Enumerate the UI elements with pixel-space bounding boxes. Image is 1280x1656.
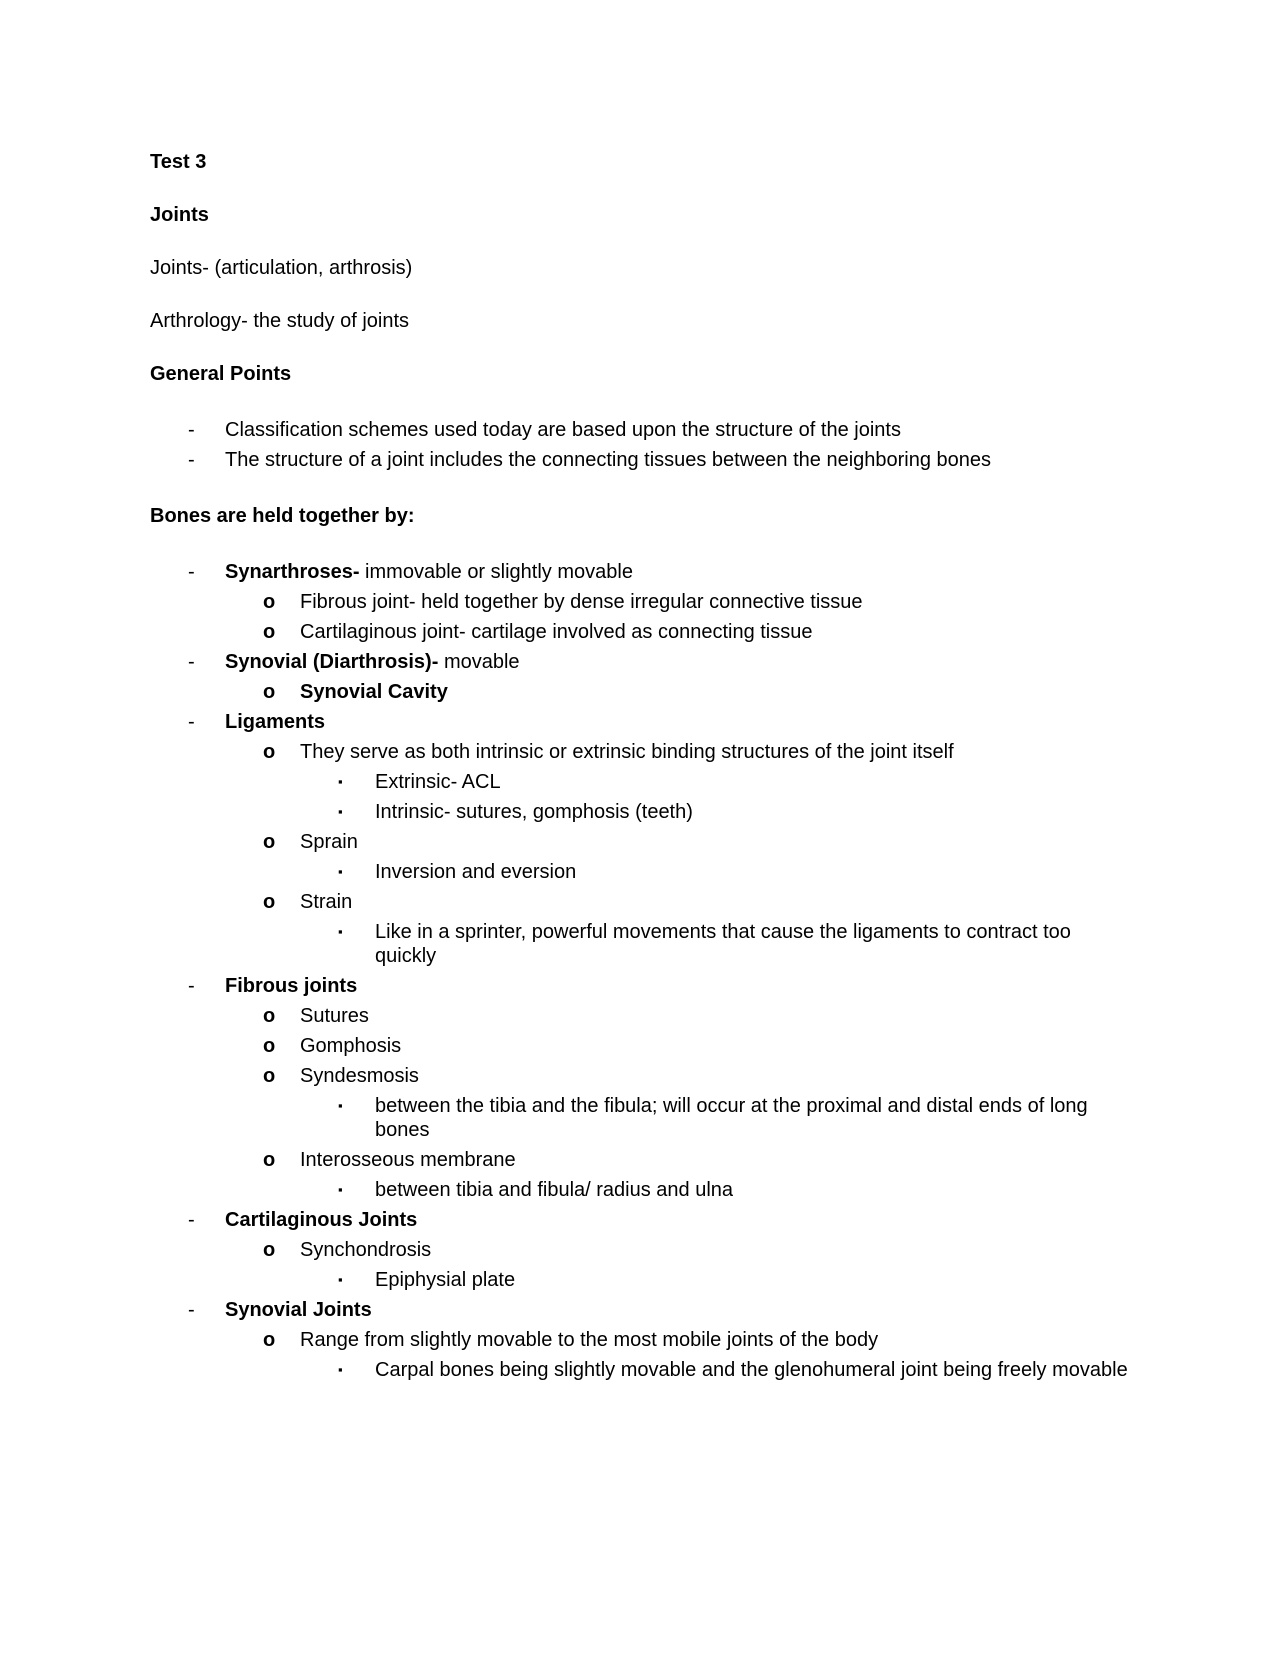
list-item-text: Intrinsic- sutures, gomphosis (teeth) [375, 801, 693, 823]
term-synovial-joints: Synovial Joints [225, 1299, 372, 1321]
list-item-text: Syndesmosis [300, 1065, 419, 1087]
list-item-text: Interosseous membrane [300, 1149, 516, 1171]
list-item-text: Sprain [300, 831, 358, 853]
dash-bullet: - [188, 1209, 195, 1231]
dash-bullet: - [188, 1299, 195, 1321]
list-item [150, 647, 1130, 677]
circle-bullet: o [263, 1005, 276, 1027]
list-item [150, 797, 1130, 827]
list-item [150, 1205, 1130, 1235]
circle-bullet: o [263, 1065, 276, 1087]
definition-joints: Joints- (articulation, arthrosis) [150, 257, 413, 279]
list-item [150, 857, 1130, 887]
list-item [150, 587, 1130, 617]
list-item-text: Range from slightly movable to the most mobile joints of the body [300, 1329, 879, 1351]
list-item [150, 1295, 1130, 1325]
dash-bullet: - [188, 975, 195, 997]
list-item-text: Cartilaginous joint- cartilage involved as connecting tissue [300, 621, 813, 643]
circle-bullet: o [263, 681, 276, 703]
list-item-text: between the tibia and the fibula; will occur at the proximal and distal ends of long bones [375, 1095, 1088, 1141]
list-item-text: Strain [300, 891, 353, 913]
list-item-text: Epiphysial plate [375, 1269, 516, 1291]
circle-bullet: o [263, 1239, 276, 1261]
list-item [150, 917, 1130, 971]
square-bullet: ▪ [338, 1098, 343, 1113]
list-item [150, 415, 1130, 445]
dash-bullet: - [188, 449, 195, 471]
list-item [150, 1031, 1130, 1061]
general-points-list [150, 415, 1130, 475]
term-description: immovable or slightly movable [359, 561, 633, 583]
list-item [150, 617, 1130, 647]
term-ligaments: Ligaments [225, 711, 326, 733]
list-item-text: The structure of a joint includes the connecting tissues between the neighboring bones [225, 449, 992, 471]
list-item-text: Like in a sprinter, powerful movements that cause the ligaments to contract too quickly [375, 921, 1071, 967]
list-item-text: Gomphosis [300, 1035, 402, 1057]
term-cartilaginous-joints: Cartilaginous Joints [225, 1209, 418, 1231]
list-item [150, 1091, 1130, 1145]
list-item [150, 971, 1130, 1001]
list-item-text: Extrinsic- ACL [375, 771, 501, 793]
list-item-text: Synchondrosis [300, 1239, 432, 1261]
circle-bullet: o [263, 1035, 276, 1057]
list-item-text: Sutures [300, 1005, 369, 1027]
list-item-text: between tibia and fibula/ radius and ulna [375, 1179, 734, 1201]
list-item-text: Synovial Cavity [300, 681, 448, 703]
list-item [150, 677, 1130, 707]
list-item [150, 737, 1130, 767]
document-page [150, 150, 1130, 1414]
circle-bullet: o [263, 891, 276, 913]
list-item [150, 1355, 1130, 1385]
square-bullet: ▪ [338, 1182, 343, 1197]
list-item [150, 1001, 1130, 1031]
dash-bullet: - [188, 651, 195, 673]
section-heading-bones-held: Bones are held together by: [150, 505, 415, 527]
term-fibrous-joints: Fibrous joints [225, 975, 358, 997]
list-item [150, 557, 1130, 587]
square-bullet: ▪ [338, 924, 343, 939]
list-item-text: Fibrous joint- held together by dense irregular connective tissue [300, 591, 863, 613]
list-item [150, 767, 1130, 797]
list-item [150, 707, 1130, 737]
list-item [150, 1175, 1130, 1205]
square-bullet: ▪ [338, 804, 343, 819]
section-heading-general-points: General Points [150, 363, 292, 385]
list-item-text: They serve as both intrinsic or extrinsic binding structures of the joint itself [300, 741, 954, 763]
list-item-text: Carpal bones being slightly movable and the glenohumeral joint being freely movable [375, 1359, 1128, 1381]
section-heading-joints: Joints [150, 204, 209, 226]
square-bullet: ▪ [338, 864, 343, 879]
dash-bullet: - [188, 711, 195, 733]
circle-bullet: o [263, 621, 276, 643]
bones-outline-list [150, 557, 1130, 1385]
dash-bullet: - [188, 419, 195, 441]
definition-arthrology: Arthrology- the study of joints [150, 310, 410, 332]
list-item [150, 1325, 1130, 1355]
list-item [150, 1145, 1130, 1175]
circle-bullet: o [263, 741, 276, 763]
list-item [150, 1061, 1130, 1091]
circle-bullet: o [263, 831, 276, 853]
document-title: Test 3 [150, 151, 207, 173]
list-item [150, 1265, 1130, 1295]
term-synovial: Synovial (Diarthrosis)- [225, 651, 439, 673]
list-item [150, 445, 1130, 475]
list-item [150, 887, 1130, 917]
term-description: movable [438, 651, 520, 673]
list-item [150, 827, 1130, 857]
term-synarthroses: Synarthroses- [225, 561, 360, 583]
square-bullet: ▪ [338, 1362, 343, 1377]
square-bullet: ▪ [338, 774, 343, 789]
list-item-text: Inversion and eversion [375, 861, 577, 883]
dash-bullet: - [188, 561, 195, 583]
square-bullet: ▪ [338, 1272, 343, 1287]
circle-bullet: o [263, 591, 276, 613]
list-item-text: Classification schemes used today are based upon the structure of the joints [225, 419, 901, 441]
list-item [150, 1235, 1130, 1265]
circle-bullet: o [263, 1149, 276, 1171]
circle-bullet: o [263, 1329, 276, 1351]
